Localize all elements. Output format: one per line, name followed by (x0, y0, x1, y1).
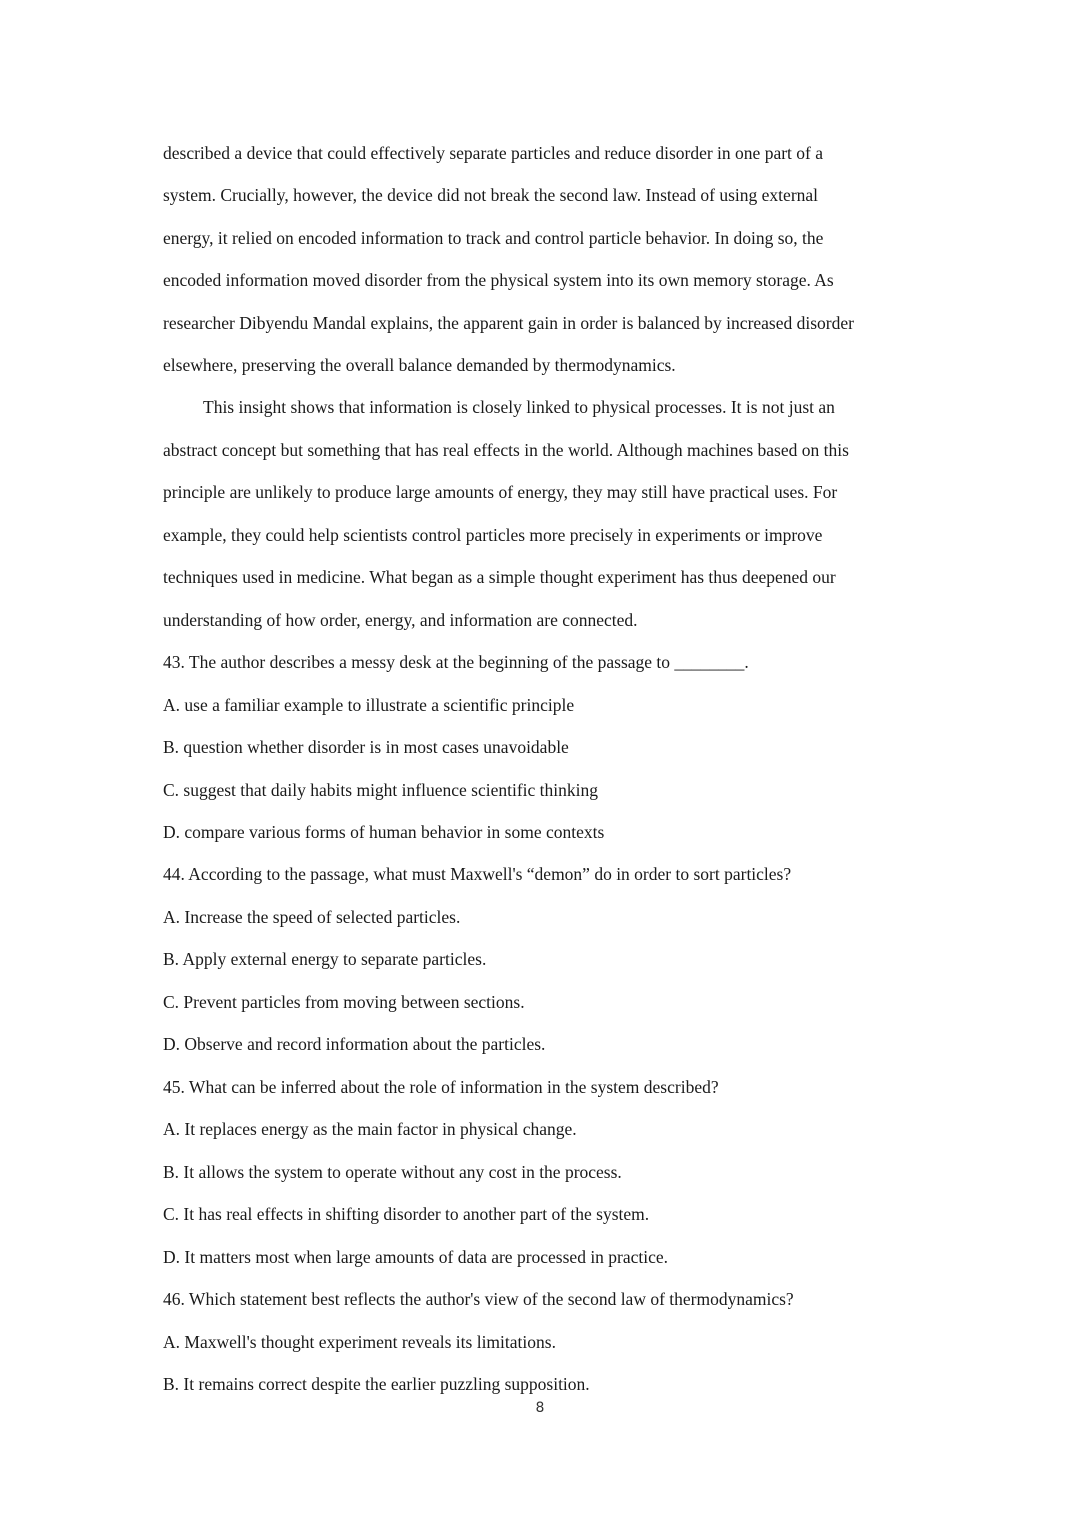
question-43-option-b: B. question whether disorder is in most cases unavoidable (163, 737, 569, 757)
passage-line: example, they could help scientists control particles more precisely in experiments or improve (163, 525, 823, 545)
question-45-option-b: B. It allows the system to operate without any cost in the process. (163, 1162, 622, 1182)
question-44-option-c: C. Prevent particles from moving between sections. (163, 992, 525, 1012)
page-number: 8 (535, 1400, 545, 1416)
question-45-option-c: C. It has real effects in shifting disorder to another part of the system. (163, 1204, 650, 1224)
passage-line: described a device that could effectively separate particles and reduce disorder in one part of a (163, 143, 823, 163)
passage-line: researcher Dibyendu Mandal explains, the apparent gain in order is balanced by increased disorder (163, 313, 854, 333)
passage-line: This insight shows that information is closely linked to physical processes. It is not just an (203, 397, 835, 417)
passage-line: techniques used in medicine. What began as a simple thought experiment has thus deepened our (163, 567, 836, 587)
question-43-option-d: D. compare various forms of human behavior in some contexts (163, 822, 605, 842)
passage-line: understanding of how order, energy, and information are connected. (163, 610, 638, 630)
passage-line: principle are unlikely to produce large amounts of energy, they may still have practical uses. For (163, 482, 838, 502)
passage-line: abstract concept but something that has real effects in the world. Although machines based on this (163, 440, 849, 460)
question-43-option-c: C. suggest that daily habits might influence scientific thinking (163, 780, 598, 800)
question-44-stem: 44. According to the passage, what must Maxwell's “demon” do in order to sort particles? (163, 864, 792, 884)
question-46-option-a: A. Maxwell's thought experiment reveals its limitations. (163, 1332, 556, 1352)
question-44-option-b: B. Apply external energy to separate particles. (163, 949, 487, 969)
passage-line: elsewhere, preserving the overall balance demanded by thermodynamics. (163, 355, 676, 375)
question-44-option-d: D. Observe and record information about the particles. (163, 1034, 546, 1054)
question-46-stem: 46. Which statement best reflects the author's view of the second law of thermodynamics? (163, 1289, 794, 1309)
passage-line: energy, it relied on encoded information to track and control particle behavior. In doing so, the (163, 228, 824, 248)
passage-line: system. Crucially, however, the device did not break the second law. Instead of using external (163, 185, 819, 205)
question-46-option-b: B. It remains correct despite the earlier puzzling supposition. (163, 1374, 590, 1394)
question-43-option-a: A. use a familiar example to illustrate a scientific principle (163, 695, 575, 715)
question-45-stem: 45. What can be inferred about the role of information in the system described? (163, 1077, 719, 1097)
question-43-stem: 43. The author describes a messy desk at the beginning of the passage to ________. (163, 652, 749, 672)
question-44-option-a: A. Increase the speed of selected particles. (163, 907, 461, 927)
passage-line: encoded information moved disorder from the physical system into its own memory storage. As (163, 270, 834, 290)
question-45-option-a: A. It replaces energy as the main factor in physical change. (163, 1119, 577, 1139)
question-45-option-d: D. It matters most when large amounts of data are processed in practice. (163, 1247, 669, 1267)
